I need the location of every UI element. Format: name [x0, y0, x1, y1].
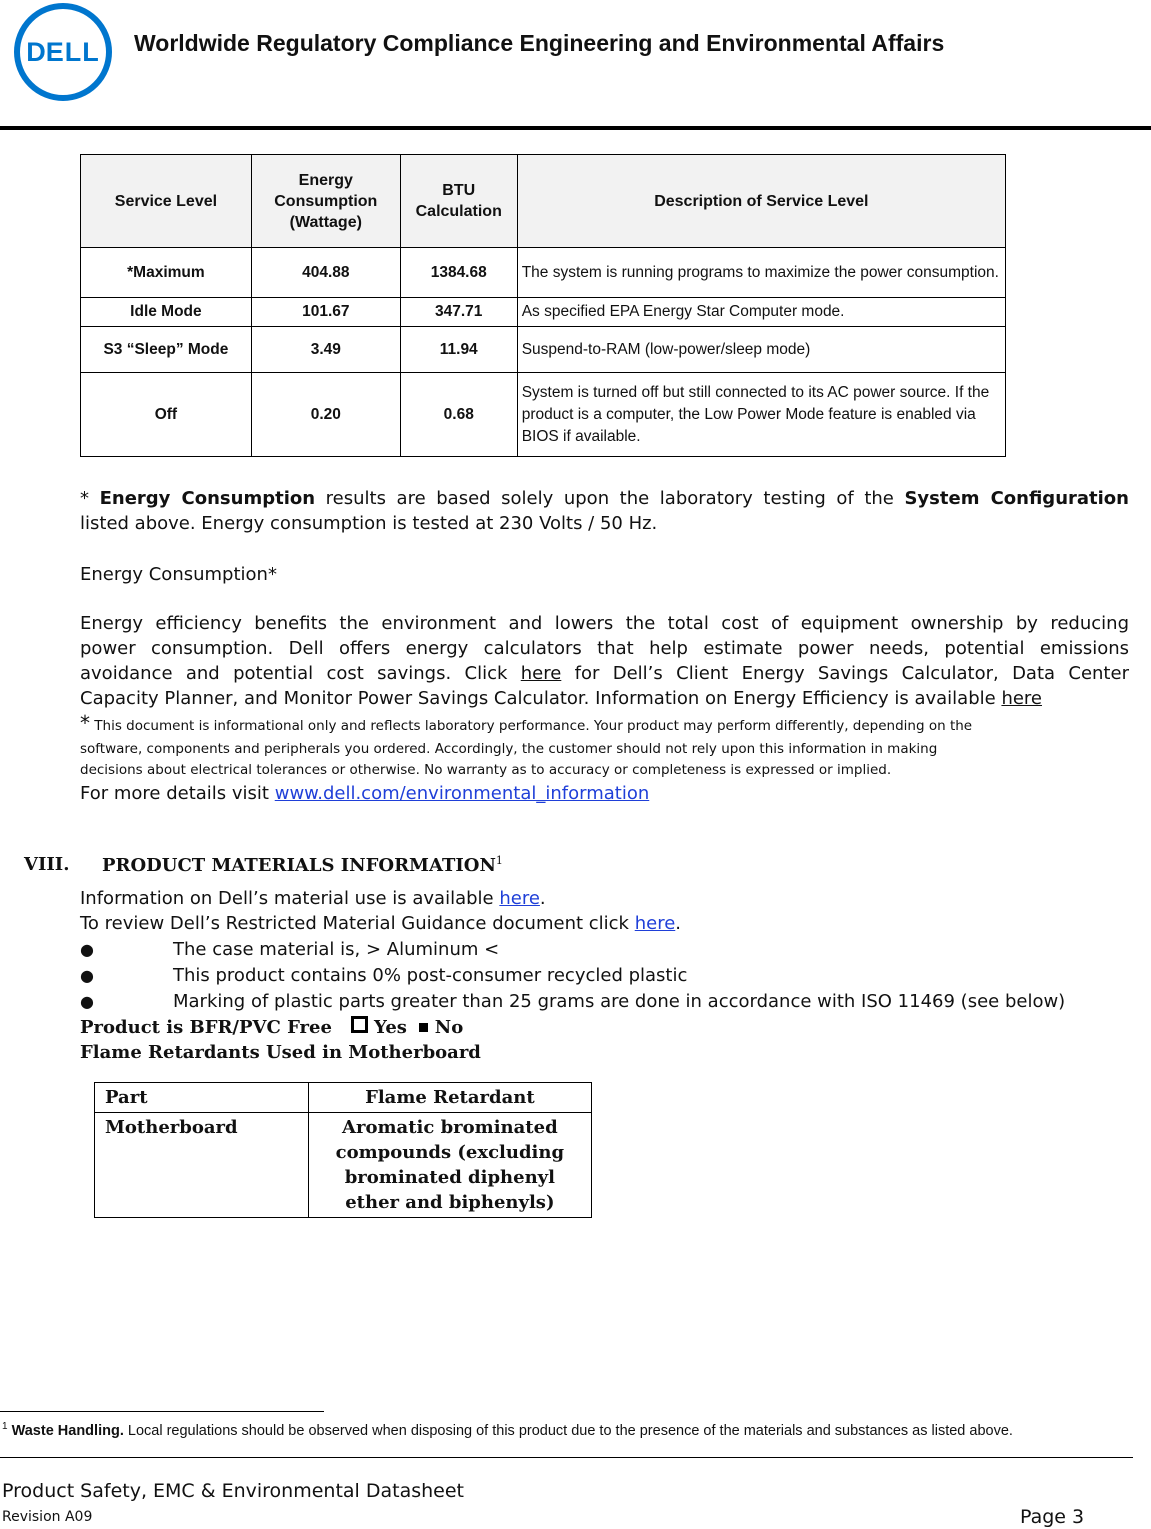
footnote-text: Local regulations should be observed when disposing of this product due to the presence of the materials and substances as listed above. [127, 1422, 1013, 1439]
header-service-level: Service Level [81, 155, 252, 248]
energy-heading: Energy Consumption* [80, 564, 277, 585]
cell-level: S3 “Sleep” Mode [81, 327, 252, 373]
table-row [81, 327, 1006, 373]
header-title: Worldwide Regulatory Compliance Engineering and Environmental Affairs [134, 30, 945, 56]
efficiency-line3 [80, 661, 1129, 686]
footnote-bold: Waste Handling. [11, 1422, 124, 1439]
cell-watts: 404.88 [251, 248, 400, 298]
cell-watts: 3.49 [251, 327, 400, 373]
table-row [81, 298, 1006, 327]
bfr-line [80, 1015, 463, 1040]
section-title-text: PRODUCT MATERIALS INFORMATION [102, 855, 496, 876]
bfr-label: Product is BFR/PVC Free [80, 1017, 332, 1038]
table-header-row [95, 1083, 592, 1113]
bullet-text: The case material is, > Aluminum < [173, 939, 500, 960]
header-flame-retardant: Flame Retardant [308, 1083, 591, 1113]
cell-watts: 0.20 [251, 373, 400, 457]
cell-desc: Suspend-to-RAM (low-power/sleep mode) [517, 327, 1005, 373]
cell-btu: 1384.68 [400, 248, 517, 298]
footer-title: Product Safety, EMC & Environmental Datasheet [2, 1480, 465, 1502]
footer-divider [0, 1457, 1133, 1458]
energy-note-line2: listed above. Energy consumption is tested at 230 Volts / 50 Hz. [80, 513, 658, 534]
efficiency-line1: Energy efficiency benefits the environment and lowers the total cost of equipment ownership by reducing [80, 613, 1129, 634]
energy-note-line1 [80, 486, 1129, 511]
more-details [80, 781, 649, 806]
footnote [2, 1418, 1112, 1440]
bullet-item [80, 963, 94, 988]
header-divider [0, 126, 1151, 130]
efficiency-line3-post: for Dell’s Client Energy Savings Calculator, Data Center [574, 663, 1129, 684]
svg-text:DELL: DELL [26, 37, 100, 67]
bullet-icon: ● [80, 992, 94, 1011]
bullet-icon: ● [80, 966, 94, 985]
efficiency-line4-pre: Capacity Planner, and Monitor Power Savings Calculator. Information on Energy Efficiency is available [80, 688, 996, 709]
table-row [95, 1113, 592, 1218]
more-details-text: For more details visit [80, 783, 269, 804]
cell-desc: The system is running programs to maximize the power consumption. [517, 248, 1005, 298]
flame-heading: Flame Retardants Used in Motherboard [80, 1042, 481, 1063]
materials-period: . [539, 888, 546, 909]
environmental-info-link[interactable]: www.dell.com/environmental_information [274, 783, 650, 804]
cell-btu: 11.94 [400, 327, 517, 373]
materials-link[interactable]: here [499, 888, 540, 909]
cell-btu: 0.68 [400, 373, 517, 457]
cell-level: Off [81, 373, 252, 457]
table-row [81, 248, 1006, 298]
calculator-link[interactable]: here [520, 663, 562, 684]
checkbox-empty-icon [351, 1016, 368, 1033]
header-btu: BTU Calculation [400, 155, 517, 248]
disclaimer-star: * [80, 711, 90, 735]
restricted-line [80, 911, 681, 936]
cell-watts: 101.67 [251, 298, 400, 327]
cell-retardant: Aromatic brominated compounds (excluding brominated diphenyl ether and biphenyls) [308, 1113, 591, 1218]
efficiency-line2: power consumption. Dell offers energy calculators that help estimate power needs, potential emissions [80, 638, 1129, 659]
header-part: Part [95, 1083, 309, 1113]
checkbox-filled-icon [419, 1023, 428, 1032]
restricted-link[interactable]: here [634, 913, 676, 934]
footnote-number: 1 [2, 1421, 8, 1432]
bullet-item [80, 937, 94, 962]
restricted-text: To review Dell’s Restricted Material Guidance document click [80, 913, 629, 934]
table-header-row [81, 155, 1006, 248]
bfr-yes: Yes [374, 1017, 407, 1038]
header-energy-consumption: Energy Consumption (Wattage) [251, 155, 400, 248]
page-number: Page 3 [1020, 1506, 1085, 1528]
restricted-period: . [675, 913, 682, 934]
flame-retardant-table [94, 1082, 592, 1218]
footer-revision: Revision A09 [2, 1509, 93, 1525]
cell-desc: As specified EPA Energy Star Computer mode. [517, 298, 1005, 327]
bullet-icon: ● [80, 940, 94, 959]
section-title [102, 854, 503, 876]
bfr-no: No [434, 1017, 464, 1038]
note-bold-energy: Energy Consumption [99, 488, 316, 509]
dell-logo [12, 2, 114, 102]
disclaimer-line2: software, components and peripherals you ordered. Accordingly, the customer should not rely upon this information in making [80, 741, 938, 757]
cell-desc: System is turned off but still connected to its AC power source. If the product is a computer, the Low Power Mode feature is enabled via BIOS if available. [517, 373, 1005, 457]
header-description: Description of Service Level [517, 155, 1005, 248]
note-text1: results are based solely upon the laboratory testing of the [325, 488, 894, 509]
disclaimer-line1 [80, 713, 1140, 737]
cell-level: Idle Mode [81, 298, 252, 327]
disclaimer-line3: decisions about electrical tolerances or otherwise. No warranty as to accuracy or completeness is expressed or implied. [80, 762, 892, 778]
efficiency-line4 [80, 686, 1129, 711]
energy-efficiency-link[interactable]: here [1001, 688, 1042, 709]
section-number: VIII. [24, 854, 70, 875]
bullet-item [80, 989, 94, 1014]
footnote-ref[interactable]: 1 [495, 854, 503, 867]
energy-table [80, 154, 1006, 457]
materials-text: Information on Dell’s material use is available [80, 888, 494, 909]
cell-btu: 347.71 [400, 298, 517, 327]
table-row [81, 373, 1006, 457]
bullet-text: Marking of plastic parts greater than 25 grams are done in accordance with ISO 11469 (see below) [173, 991, 1066, 1012]
efficiency-line3-pre: avoidance and potential cost savings. Click [80, 663, 508, 684]
note-bold-config: System Configuration [904, 488, 1129, 509]
note-star: * [80, 488, 89, 509]
cell-part: Motherboard [95, 1113, 309, 1218]
bullet-text: This product contains 0% post-consumer recycled plastic [173, 965, 688, 986]
materials-line [80, 886, 546, 911]
footnote-divider [0, 1411, 324, 1412]
disclaimer-text1: This document is informational only and reflects laboratory performance. Your product may perform differently, depending on the [94, 718, 973, 734]
cell-level: *Maximum [81, 248, 252, 298]
